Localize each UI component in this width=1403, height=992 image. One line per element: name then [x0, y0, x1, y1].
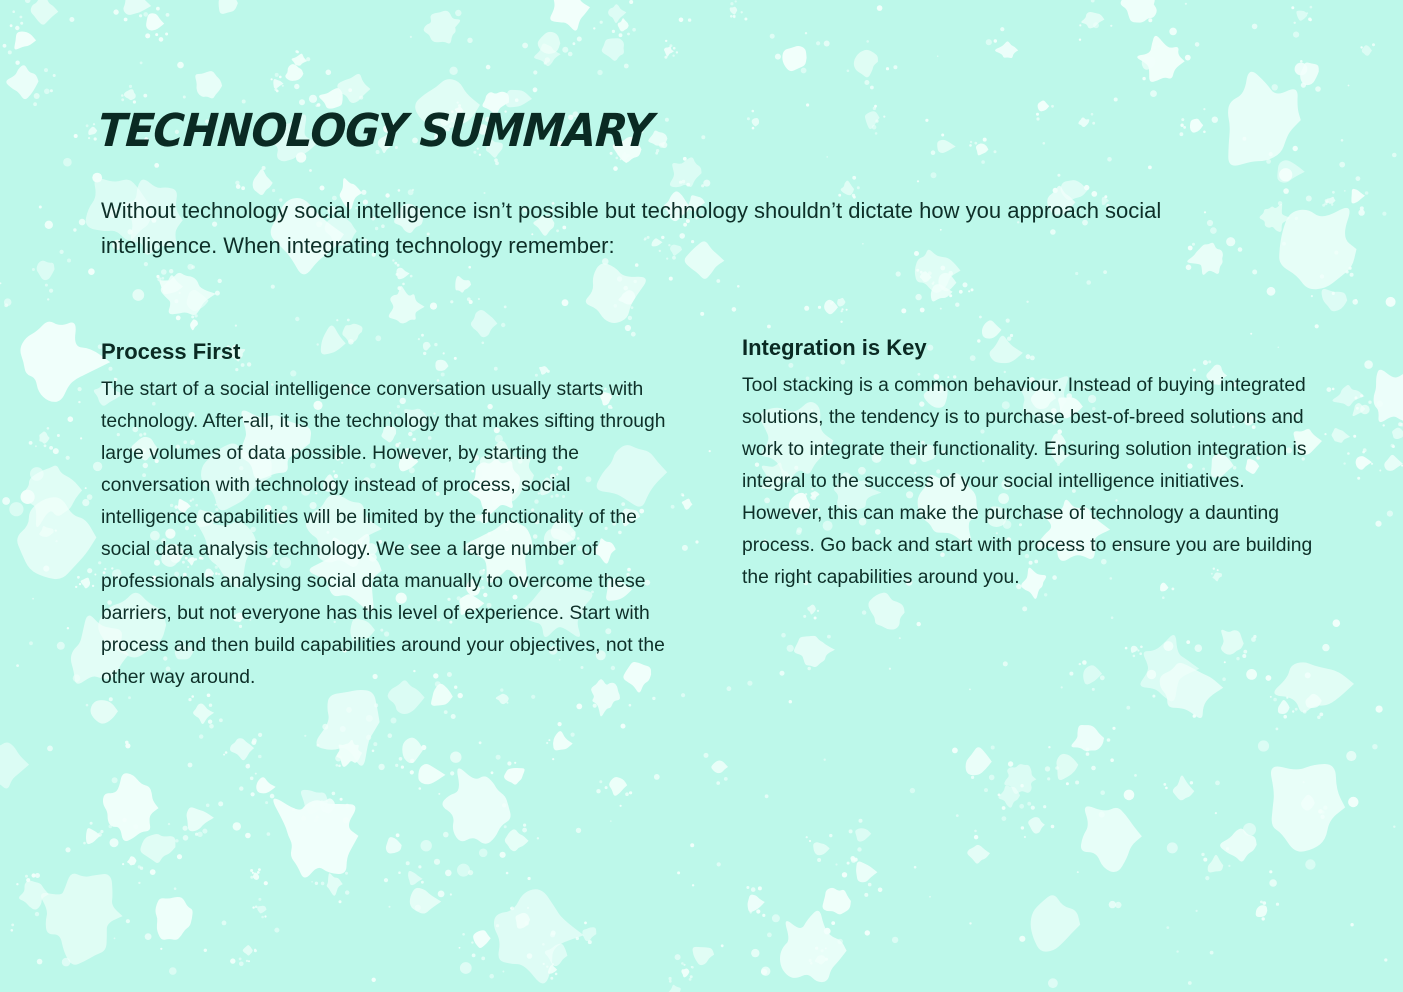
- section-body: The start of a social intelligence conversation usually starts with technology. After-all, it is the technology that makes sifting through large volumes of data possible. However, by starting the conversation with technology instead of process, social intelligence capabilities will be limited by the functionality of the social data analysis technology. We see a large number of professionals analysing social data manually to overcome these barriers, but not everyone has this level of experience. Start with process and then build capabilities around your objectives, not the other way around.: [101, 379, 666, 688]
- section-heading: Integration is Key: [742, 335, 927, 360]
- section-body: Tool stacking is a common behaviour. Instead of buying integrated solutions, the tendency is to purchase best-of-breed solutions and work to integrate their functionality. Ensuring solution integration is integral to the success of your social intelligence initiatives. However, this can make the purchase of technology a daunting process. Go back and start with process to ensure you are building the right capabilities around you.: [742, 375, 1313, 588]
- page-title: TECHNOLOGY SUMMARY: [96, 104, 655, 157]
- section-process-first: [101, 339, 666, 694]
- section-integration-is-key: [742, 335, 1317, 594]
- section-heading: Process First: [101, 339, 241, 364]
- intro-paragraph: Without technology social intelligence isn’t possible but technology shouldn’t dictate how you approach social intelligence. When integrating technology remember:: [101, 198, 1162, 258]
